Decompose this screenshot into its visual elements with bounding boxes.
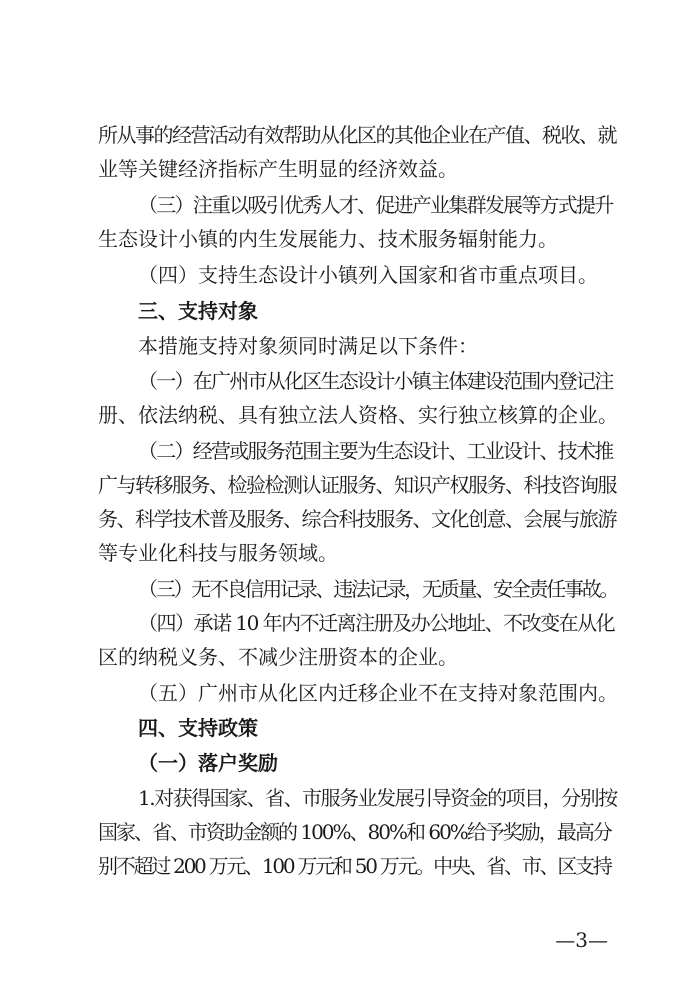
body-line: （三）无不良信用记录、违法记录，无质量、安全责任事故。 [138,577,618,601]
body-line: 册、依法纳税、具有独立法人资格、实行独立核算的企业。 [98,403,618,427]
body-line: 区的纳税义务、不减少注册资本的企业。 [98,645,458,669]
body-line: 所从事的经营活动有效帮助从化区的其他企业在产值、税收、就 [98,123,616,147]
body-line: 务、科学技术普及服务、综合科技服务、文化创意、会展与旅游 [98,507,616,531]
body-line: （四）支持生态设计小镇列入国家和省市重点项目。 [138,263,598,287]
body-line: 别不超过 200 万元、100 万元和 50 万元。中央、省、市、区支持 [98,854,611,878]
section-heading: 四、支持政策 [138,716,258,740]
body-line: （二）经营或服务范围主要为生态设计、工业设计、技术推 [138,439,613,463]
body-line: 本措施支持对象须同时满足以下条件： [138,334,478,358]
subsection-heading: （一）落户奖励 [138,751,278,775]
body-line: 等专业化科技与服务领域。 [98,541,338,565]
page-number: —3— [555,928,608,952]
body-line: （五）广州市从化区内迁移企业不在支持对象范围内。 [138,681,618,705]
body-line: 1.对获得国家、省、市服务业发展引导资金的项目，分别按 [138,786,617,810]
body-line: （三）注重以吸引优秀人才、促进产业集群发展等方式提升 [138,193,613,217]
body-line: 广与转移服务、检验检测认证服务、知识产权服务、科技咨询服 [98,473,616,497]
body-line: 生态设计小镇的内生发展能力、技术服务辐射能力。 [98,227,558,251]
body-line: （一）在广州市从化区生态设计小镇主体建设范围内登记注 [138,369,613,393]
body-line: 业等关键经济指标产生明显的经济效益。 [98,157,458,181]
body-line: 国家、省、市资助金额的 100%、80%和 60%给予奖励，最高分 [98,820,611,844]
body-line: （四）承诺 10 年内不迁离注册及办公地址、不改变在从化 [138,611,615,635]
section-heading: 三、支持对象 [138,299,258,323]
